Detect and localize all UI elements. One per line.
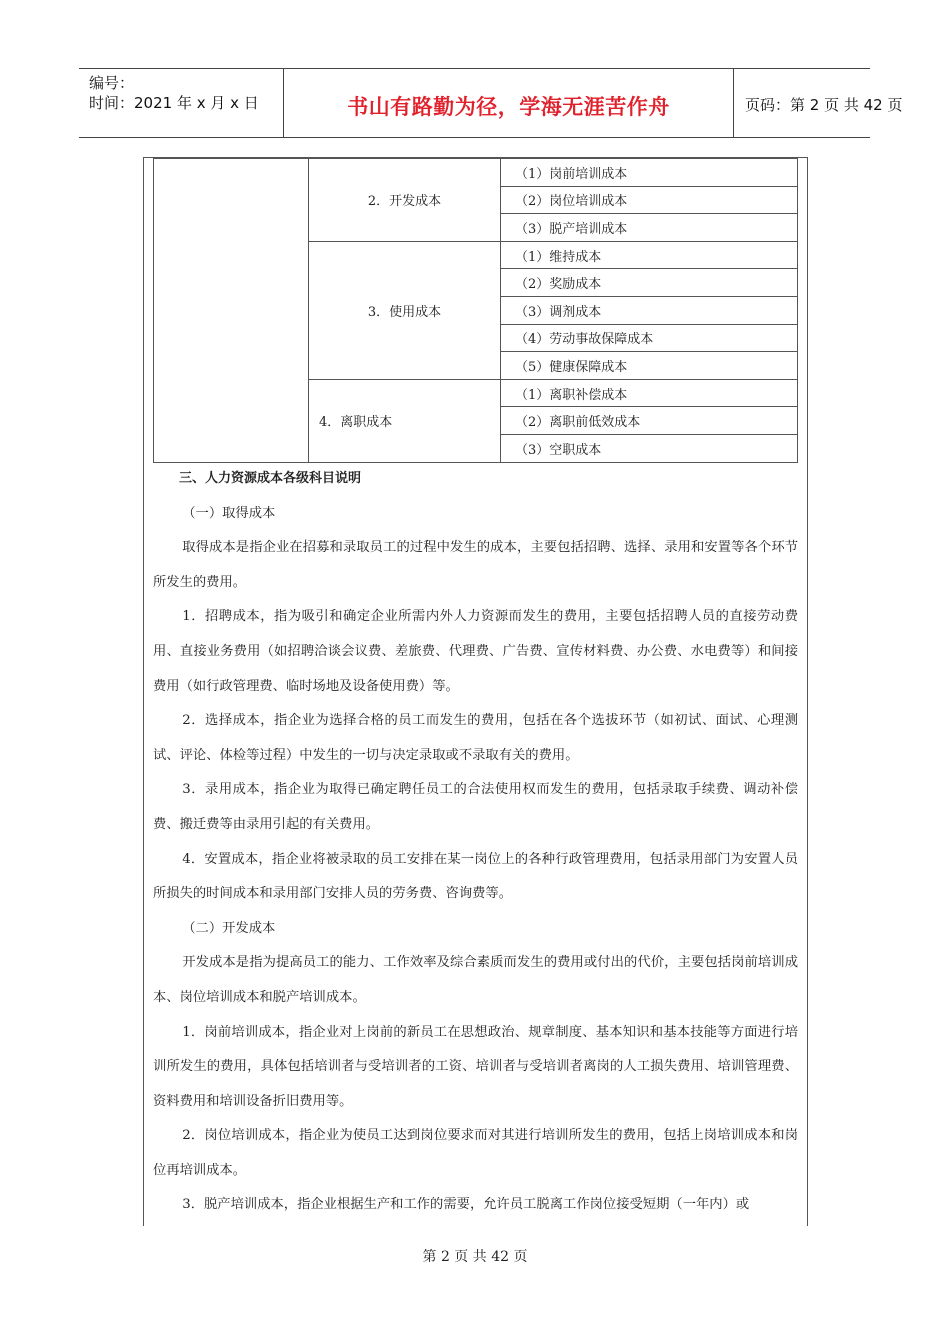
header-meta	[79, 69, 283, 137]
cost-group-label: 3．使用成本	[309, 241, 501, 379]
subsection-heading: （一）取得成本	[182, 505, 276, 521]
document-body	[153, 462, 798, 1223]
cost-item: （2）奖励成本	[501, 269, 798, 297]
cost-item: （5）健康保障成本	[501, 352, 798, 380]
page-footer: 第 2 页 共 42 页	[422, 1249, 528, 1265]
paragraph: 取得成本是指企业在招募和录取员工的过程中发生的成本，主要包括招聘、选择、录用和安置等各个环节所发生的费用。	[153, 540, 798, 590]
motto-text: 书山有路勤为径，学海无涯苦作舟	[347, 95, 670, 119]
cost-group-label: 2．开发成本	[309, 159, 501, 242]
cost-item: （2）岗位培训成本	[501, 186, 798, 214]
paragraph: 1．招聘成本，指为吸引和确定企业所需内外人力资源而发生的费用，主要包括招聘人员的直接劳动费用、直接业务费用（如招聘洽谈会议费、差旅费、代理费、广告费、宣传材料费、办公费、水电费等）和间接费用（如行政管理费、临时场地及设备使用费）等。	[153, 609, 798, 694]
section-heading: 三、人力资源成本各级科目说明	[179, 471, 362, 486]
cost-group-label: 4．离职成本	[309, 379, 501, 462]
paragraph: 3．录用成本，指企业为取得已确定聘任员工的合法使用权而发生的费用，包括录取手续费、调动补偿费、搬迁费等由录用引起的有关费用。	[153, 782, 798, 832]
cost-category-cell	[154, 159, 309, 463]
paragraph: 2．岗位培训成本，指企业为使员工达到岗位要求而对其进行培训所发生的费用，包括上岗培训成本和岗位再培训成本。	[153, 1128, 798, 1178]
paragraph: 开发成本是指为提高员工的能力、工作效率及综合素质而发生的费用或付出的代价，主要包括岗前培训成本、岗位培训成本和脱产培训成本。	[153, 955, 798, 1005]
cost-item: （2）离职前低效成本	[501, 407, 798, 435]
cost-item: （3）调剂成本	[501, 296, 798, 324]
paragraph: 1．岗前培训成本，指企业对上岗前的新员工在思想政治、规章制度、基本知识和基本技能等方面进行培训所发生的费用，具体包括培训者与受培训者的工资、培训者与受培训者离岗的人工损失费用、培训管理费、资料费用和培训设备折旧费用等。	[153, 1024, 798, 1109]
header-motto-cell	[283, 69, 734, 137]
paragraph: 3．脱产培训成本，指企业根据生产和工作的需要，允许员工脱离工作岗位接受短期（一年内）或	[182, 1197, 750, 1213]
cost-item: （1）岗前培训成本	[501, 159, 798, 187]
page-header	[79, 68, 903, 138]
paragraph: 2．选择成本，指企业为选择合格的员工而发生的费用，包括在各个选拔环节（如初试、面试、心理测试、评论、体检等过程）中发生的一切与决定录取或不录取有关的费用。	[153, 713, 798, 763]
cost-item: （3）脱产培训成本	[501, 214, 798, 242]
paragraph: 4．安置成本，指企业将被录取的员工安排在某一岗位上的各种行政管理费用，包括录用部门为安置人员所损失的时间成本和录用部门安排人员的劳务费、咨询费等。	[153, 851, 798, 902]
header-page-info: 页码：第 2 页 共 42 页	[745, 96, 903, 114]
cost-item: （1）离职补偿成本	[501, 379, 798, 407]
cost-item: （3）空职成本	[501, 434, 798, 462]
table-row	[154, 159, 798, 187]
cost-item: （1）维持成本	[501, 241, 798, 269]
subsection-heading: （二）开发成本	[182, 920, 276, 936]
cost-table	[153, 158, 798, 463]
document-number-label: 编号：	[89, 74, 135, 92]
header-page-cell	[733, 69, 903, 137]
document-date: 时间：2021 年 x 月 x 日	[89, 94, 259, 112]
cost-item: （4）劳动事故保障成本	[501, 324, 798, 352]
